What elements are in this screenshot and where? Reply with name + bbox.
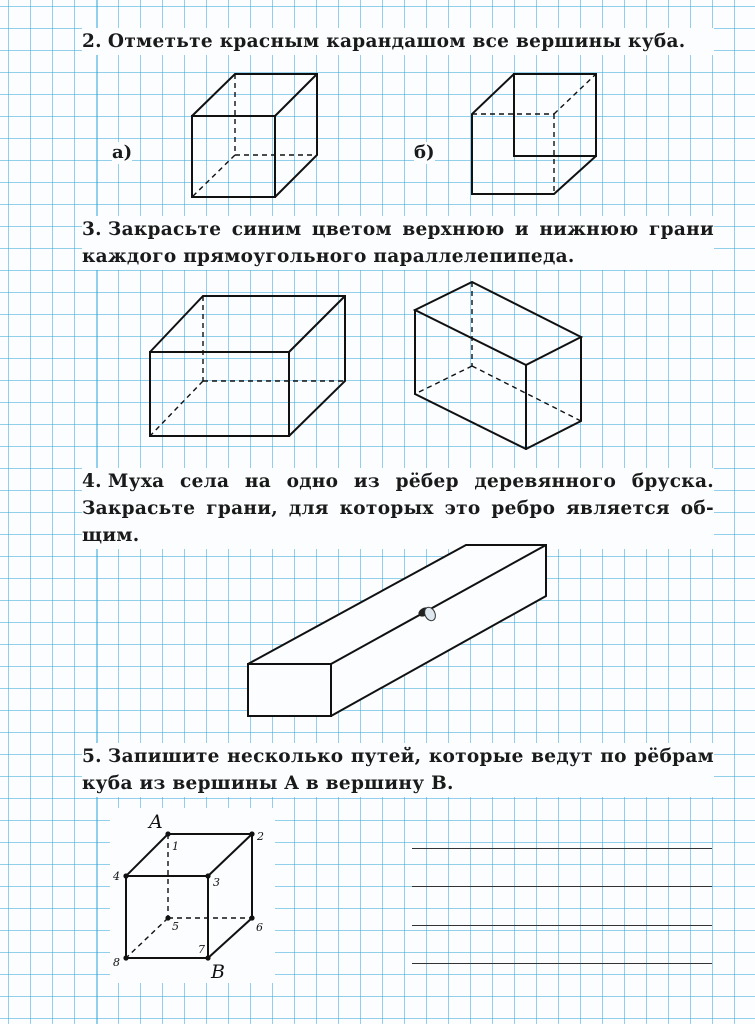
answer-line[interactable] (412, 925, 712, 926)
vertex-number-3: 3 (213, 876, 220, 889)
task-3-number: 3. (82, 219, 102, 240)
vertex-number-1: 1 (172, 840, 179, 853)
task-5-text: Запишите несколько путей, которые ведут по рёбрам куба из вершины A в вершину B. (82, 746, 714, 794)
vertex-label-a: A (149, 811, 163, 833)
vertex-number-2: 2 (257, 830, 264, 843)
answer-line[interactable] (412, 886, 712, 887)
task-4-number: 4. (82, 471, 102, 492)
task-2-number: 2. (82, 31, 102, 52)
task-4-text: Муха села на одно из рёбер деревянного бруска. Закрасьте грани, для которых это ребро является об-щим. (82, 471, 714, 546)
task-2-label-b: б) (414, 142, 435, 163)
vertex-number-8: 8 (113, 956, 120, 969)
answer-line[interactable] (412, 848, 712, 849)
vertex-number-6: 6 (256, 921, 263, 934)
vertex-label-b: B (211, 961, 225, 983)
vertex-number-7: 7 (198, 943, 205, 956)
task-5-number: 5. (82, 746, 102, 767)
answer-line[interactable] (412, 963, 712, 964)
vertex-number-4: 4 (113, 870, 120, 883)
task-2-text: Отметьте красным карандашом все вершины куба. (107, 31, 686, 52)
vertex-number-5: 5 (172, 920, 179, 933)
task-2-label-a: а) (112, 142, 133, 163)
task-3-text: Закрасьте синим цветом верхнюю и нижнюю грани каждого прямоугольного параллелепипеда. (82, 219, 714, 267)
